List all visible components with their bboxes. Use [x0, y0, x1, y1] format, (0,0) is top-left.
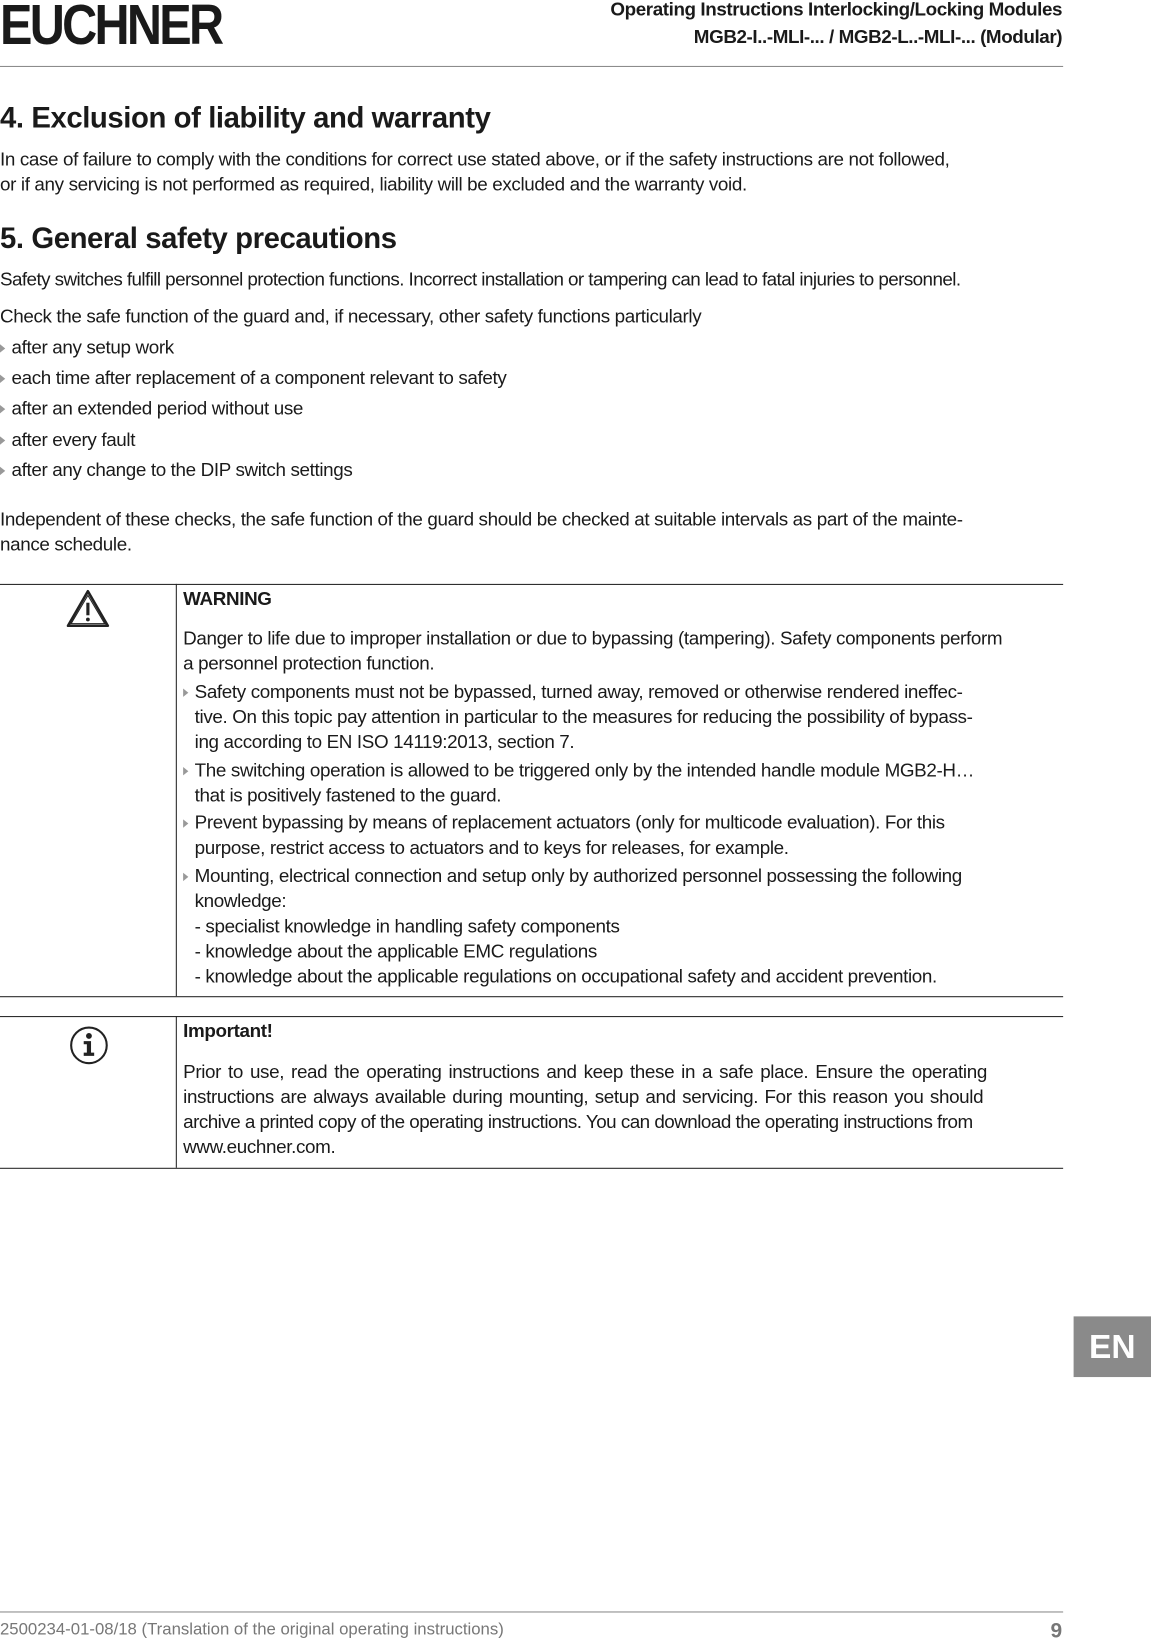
warning-text: - knowledge about the applicable regulations on occupational safety and accident prevention. [194, 965, 937, 987]
list-item-text: after every fault [11, 429, 136, 450]
important-bottom-rule [0, 1168, 1063, 1169]
warning-text: Danger to life due to improper installation or due to bypassing (tampering). Safety components perform [183, 627, 1003, 649]
list-item-text: after any setup work [11, 336, 174, 358]
list-item-text: Safety components must not be bypassed, turned away, removed or otherwise rendered ineffec- [194, 681, 963, 703]
list-item [0, 428, 135, 451]
important-text: archive a printed copy of the operating instructions. You can download the operating instructions from [183, 1111, 973, 1133]
bullet-icon [183, 767, 188, 775]
bullet-icon [0, 344, 5, 352]
warning-text: ing according to EN ISO 14119:2013, section 7. [194, 731, 575, 753]
header-subtitle: MGB2-I..-MLI-... / MGB2-L..-MLI-... (Modular) [693, 26, 1063, 48]
section-4-heading: 4. Exclusion of liability and warranty [0, 101, 491, 134]
list-item-text: Prevent bypassing by means of replacement actuators (only for multicode evaluation). For this [194, 812, 945, 833]
warning-text: a personnel protection function. [183, 652, 435, 674]
page-number: 9 [1050, 1619, 1063, 1643]
important-top-rule [0, 1016, 1063, 1017]
info-icon [69, 1025, 109, 1065]
list-item-text: Mounting, electrical connection and setup only by authorized personnel possessing the following [194, 865, 962, 887]
header-divider [0, 66, 1063, 67]
list-item [0, 366, 506, 389]
paragraph: Check the safe function of the guard and, if necessary, other safety functions particularly [0, 305, 702, 327]
section-5-heading: 5. General safety precautions [0, 221, 397, 255]
warning-title: WARNING [183, 588, 272, 610]
language-tab: EN [1074, 1316, 1151, 1377]
warning-text: knowledge: [194, 890, 287, 912]
warning-list-item [183, 759, 974, 782]
paragraph: Safety switches fulfill personnel protection functions. Incorrect installation or tampering can lead to fatal injuries to personnel. [0, 268, 961, 290]
warning-divider [176, 584, 177, 996]
important-divider [176, 1016, 177, 1168]
list-item-text: after any change to the DIP switch settings [11, 459, 353, 481]
list-item [0, 397, 303, 420]
warning-text: purpose, restrict access to actuators and to keys for releases, for example. [194, 837, 789, 859]
bullet-icon [183, 689, 188, 697]
bullet-icon [0, 436, 5, 444]
warning-list-item [183, 864, 962, 887]
warning-list-item [183, 811, 945, 834]
warning-triangle-icon [66, 589, 110, 629]
bullet-icon [183, 873, 188, 881]
paragraph-line: Independent of these checks, the safe function of the guard should be checked at suitable intervals as part of the mainte- [0, 508, 963, 530]
important-text: instructions are always available during mounting, setup and servicing. For this reason you should [183, 1086, 984, 1108]
warning-top-rule [0, 584, 1063, 585]
bullet-icon [0, 405, 5, 413]
warning-text: tive. On this topic pay attention in particular to the measures for reducing the possibility of bypass- [194, 706, 973, 728]
paragraph-line: In case of failure to comply with the conditions for correct use stated above, or if the safety instructions are not followed, [0, 148, 950, 170]
footer-doc-id: 2500234-01-08/18 (Translation of the original operating instructions) [0, 1620, 504, 1639]
footer-divider [0, 1611, 1063, 1612]
important-title: Important! [183, 1020, 273, 1042]
list-item [0, 336, 174, 359]
important-text: Prior to use, read the operating instructions and keep these in a safe place. Ensure the operating [183, 1061, 987, 1082]
bullet-icon [0, 467, 5, 475]
important-link[interactable]: www.euchner.com. [183, 1136, 336, 1158]
euchner-logo: EUCHNER [0, 0, 222, 57]
list-item-text: The switching operation is allowed to be triggered only by the intended handle module MGB2-H… [194, 759, 975, 781]
bullet-icon [0, 375, 5, 383]
warning-list-item [183, 680, 962, 703]
header-title: Operating Instructions Interlocking/Locking Modules [610, 0, 1063, 20]
list-item [0, 458, 352, 481]
list-item-text: after an extended period without use [11, 397, 304, 419]
bullet-icon [183, 819, 188, 827]
warning-text: - knowledge about the applicable EMC regulations [194, 940, 597, 962]
warning-text: - specialist knowledge in handling safety components [194, 915, 620, 937]
paragraph-line: nance schedule. [0, 533, 132, 555]
list-item-text: each time after replacement of a component relevant to safety [11, 367, 507, 389]
warning-bottom-rule [0, 996, 1063, 997]
paragraph-line: or if any servicing is not performed as required, liability will be excluded and the warranty void. [0, 173, 747, 195]
warning-text: that is positively fastened to the guard. [194, 784, 502, 806]
